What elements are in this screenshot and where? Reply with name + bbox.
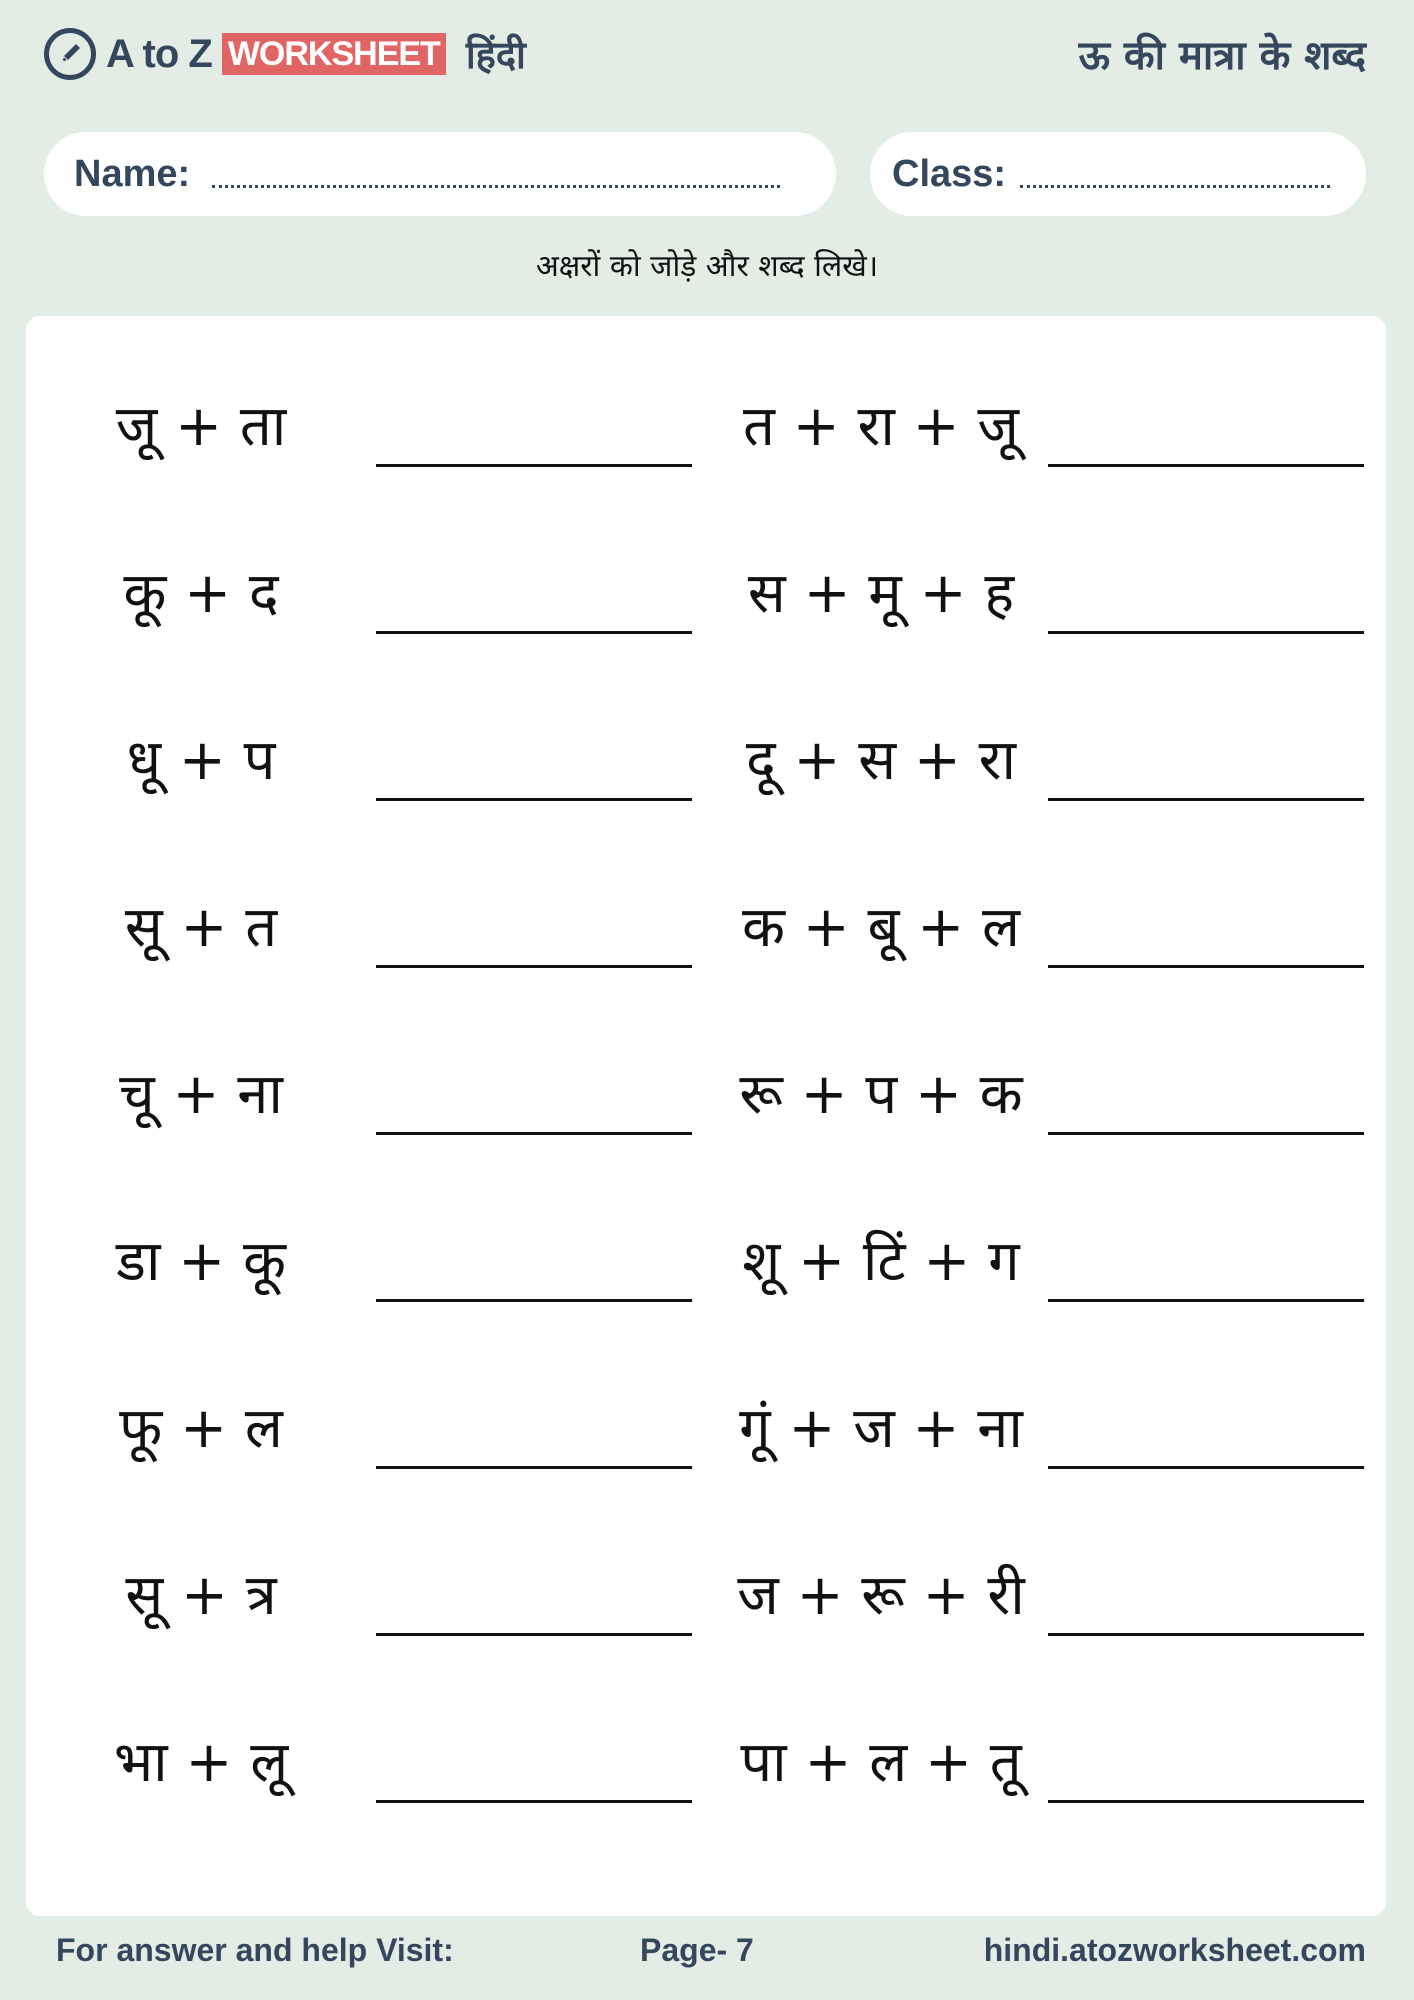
left-answer-line[interactable] bbox=[376, 1466, 692, 1469]
page-header bbox=[0, 0, 1414, 110]
exercise-row bbox=[26, 873, 1386, 983]
exercise-row bbox=[26, 1541, 1386, 1651]
right-answer-line[interactable] bbox=[1048, 1800, 1364, 1803]
website-link[interactable]: hindi.atozworksheet.com bbox=[983, 1932, 1366, 1968]
left-answer-line[interactable] bbox=[376, 1299, 692, 1302]
class-label: Class: bbox=[892, 152, 1007, 195]
worksheet-title: ऊ की मात्रा के शब्द bbox=[1078, 33, 1366, 79]
left-expression: कू + द bbox=[123, 561, 279, 626]
name-label: Name: bbox=[74, 152, 191, 195]
right-answer-line[interactable] bbox=[1048, 1132, 1364, 1135]
left-answer-line[interactable] bbox=[376, 798, 692, 801]
exercise-row bbox=[26, 372, 1386, 482]
name-dotted-line[interactable] bbox=[212, 185, 780, 188]
right-answer-line[interactable] bbox=[1048, 1466, 1364, 1469]
brand-logo bbox=[44, 22, 526, 86]
right-expression: स + मू + ह bbox=[747, 561, 1015, 626]
page-footer bbox=[0, 1932, 1414, 1980]
left-expression: सू + त्र bbox=[125, 1563, 277, 1628]
page-number: Page- 7 bbox=[640, 1932, 754, 1968]
left-expression: जू + ता bbox=[115, 394, 287, 459]
right-expression: क + बू + ल bbox=[742, 895, 1020, 960]
exercise-row bbox=[26, 1708, 1386, 1818]
right-expression: दू + स + रा bbox=[745, 728, 1017, 793]
brand-language: हिंदी bbox=[465, 33, 526, 77]
left-expression: फू + ल bbox=[119, 1396, 283, 1461]
right-answer-line[interactable] bbox=[1048, 1633, 1364, 1636]
exercise-row bbox=[26, 1374, 1386, 1484]
left-expression: धू + प bbox=[126, 728, 276, 793]
left-answer-line[interactable] bbox=[376, 965, 692, 968]
name-field[interactable] bbox=[44, 132, 836, 216]
left-expression: डा + कू bbox=[116, 1229, 286, 1294]
pen-icon bbox=[44, 28, 96, 80]
right-answer-line[interactable] bbox=[1048, 965, 1364, 968]
right-answer-line[interactable] bbox=[1048, 1299, 1364, 1302]
instruction-text: अक्षरों को जोड़े और शब्द लिखे। bbox=[535, 249, 879, 284]
right-answer-line[interactable] bbox=[1048, 631, 1364, 634]
class-dotted-line[interactable] bbox=[1020, 185, 1330, 188]
left-answer-line[interactable] bbox=[376, 1800, 692, 1803]
right-expression: पा + ल + तू bbox=[740, 1730, 1022, 1795]
brand-worksheet: WORKSHEET bbox=[222, 33, 446, 75]
left-answer-line[interactable] bbox=[376, 464, 692, 467]
right-expression: रू + प + क bbox=[739, 1062, 1023, 1127]
left-answer-line[interactable] bbox=[376, 1132, 692, 1135]
exercise-row bbox=[26, 539, 1386, 649]
left-answer-line[interactable] bbox=[376, 631, 692, 634]
class-field[interactable] bbox=[870, 132, 1366, 216]
brand-atoz: A to Z bbox=[106, 31, 212, 76]
right-expression: त + रा + जू bbox=[743, 394, 1019, 459]
right-expression: शू + टिं + ग bbox=[742, 1229, 1020, 1294]
right-expression: ज + रू + री bbox=[737, 1563, 1025, 1628]
exercise-row bbox=[26, 1207, 1386, 1317]
left-expression: भा + लू bbox=[113, 1730, 289, 1795]
left-expression: सू + त bbox=[124, 895, 278, 960]
right-answer-line[interactable] bbox=[1048, 798, 1364, 801]
left-answer-line[interactable] bbox=[376, 1633, 692, 1636]
right-answer-line[interactable] bbox=[1048, 464, 1364, 467]
exercise-row bbox=[26, 1040, 1386, 1150]
right-expression: गूं + ज + ना bbox=[739, 1396, 1023, 1461]
exercise-card bbox=[26, 316, 1386, 1916]
help-text: For answer and help Visit: bbox=[56, 1932, 454, 1968]
exercise-row bbox=[26, 706, 1386, 816]
left-expression: चू + ना bbox=[119, 1062, 283, 1127]
